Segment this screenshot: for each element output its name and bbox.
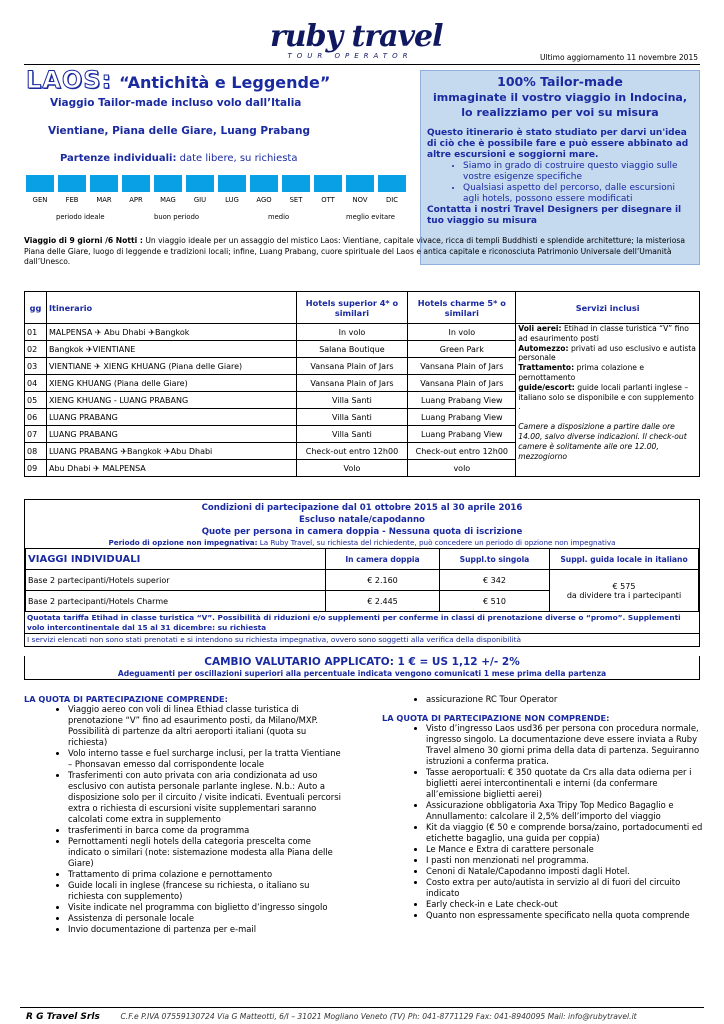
month-label: DIC: [386, 196, 398, 204]
itinerary-table: [24, 291, 700, 477]
month-bar: [184, 175, 216, 192]
price-row-label: Base 2 partecipanti/Hotels superior: [26, 570, 326, 591]
month-label: MAG: [160, 196, 176, 204]
month-bar: [120, 175, 152, 192]
tailor-bullets: [463, 161, 693, 205]
list-item: • Quanto non espressamente specificato nella quota comprende: [426, 910, 704, 921]
tailor-title: 100% Tailor-made: [497, 74, 623, 89]
month-bar-fill: [218, 175, 246, 192]
col-header: gg: [25, 292, 47, 324]
service-item: [518, 363, 697, 383]
list-item: • Visite indicate nel programma con biglietto d’ingresso singolo: [68, 902, 344, 913]
header-divider: [24, 64, 700, 65]
legend-avoid: meglio evitare: [346, 213, 395, 221]
month-bar: [152, 175, 184, 192]
month-bar-fill: [122, 175, 150, 192]
price-header: Suppl. guida locale in italiano: [550, 549, 699, 570]
service-item: [518, 344, 697, 364]
title-country: LAOS:: [26, 66, 113, 94]
intro-text: Un viaggio ideale per un assaggio del mistico Laos: Vientiane, capitale vivace, ricca di templi Buddhisti e splendide architetture; la misteriosa Piana delle Giare, luogo di leggende e tradizioni locali; infine, Luang Prabang, cuore spirituale del Laos e antica capitale e riconosciuta Patrimonio Universale dell’Umanità dall’Unesco.: [24, 236, 685, 266]
list-item: • Trattamento di prima colazione e pernottamento: [68, 869, 344, 880]
included-extra: • assicurazione RC Tour Operator: [426, 694, 704, 705]
itinerary-cell-sup: Volo: [296, 460, 408, 477]
itinerary-cell-gg: 09: [25, 460, 47, 477]
tariff-note: Quotata tariffa Etihad in classe turistica “V”. Possibilità di riduzioni e/o supplementi per conferme in classi di prenotazione diverse o “promo”. Supplementi volo intercontinentale dal 15 al 31 dicembre: su richiesta: [25, 612, 699, 634]
tailor-bullet: • Qualsiasi aspetto del percorso, dalle escursioni agli hotels, possono essere modificati: [463, 183, 693, 205]
conditions-quote: Quote per persona in camera doppia - Nessuna quota di iscrizione: [201, 527, 523, 537]
month-bar-fill: [154, 175, 182, 192]
list-item: • Volo interno tasse e fuel surcharge inclusi, per la tratta Vientiane – Phonsavan emesso dal corrispondente locale: [68, 748, 344, 770]
exchange-rate: [24, 656, 700, 680]
itinerary-cell-gg: 05: [25, 392, 47, 409]
tailor-line-2: lo realizziamo per voi su misura: [461, 106, 659, 119]
itinerary-cell-sup: Villa Santi: [296, 426, 408, 443]
month-label: LUG: [225, 196, 239, 204]
guide-supplement: [550, 570, 699, 612]
itinerary-cell-sup: Villa Santi: [296, 392, 408, 409]
included-services: [516, 324, 700, 477]
itinerary-cell-it: Bangkok ✈VIENTIANE: [46, 341, 296, 358]
list-item: • Early check-in e Late check-out: [426, 899, 704, 910]
itinerary-cell-sup: Villa Santi: [296, 409, 408, 426]
month-label: OTT: [321, 196, 335, 204]
tailor-line-1: immaginate il vostro viaggio in Indocina,: [432, 91, 688, 104]
itinerary-cell-gg: 07: [25, 426, 47, 443]
title-name: “Antichità e Leggende”: [119, 73, 331, 92]
itinerary-cell-it: Abu Dhabi ✈ MALPENSA: [46, 460, 296, 477]
list-item: • Cenoni di Natale/Capodanno imposti dagli Hotel.: [426, 866, 704, 877]
availability-note: I servizi elencati non sono stati prenotati e si intendono su richiesta impegnativa, ovvero sono soggetti alla verifica della disponibilità: [27, 635, 522, 644]
month-label: FEB: [65, 196, 79, 204]
itinerary-cell-cha: Luang Prabang View: [408, 392, 516, 409]
month-label: GIU: [193, 196, 207, 204]
month-label: NOV: [352, 196, 368, 204]
exchange-rate-note: Adeguamenti per oscillazioni superiori alla percentuale indicata vengono comunicati 1 mese prima della partenza: [117, 669, 607, 678]
service-text: Etihad in classe turistica “V” fino ad esaurimento posti: [518, 324, 689, 343]
month-bar-fill: [378, 175, 406, 192]
month-bar-fill: [314, 175, 342, 192]
col-header: Itinerario: [46, 292, 296, 324]
col-header: Servizi inclusi: [516, 292, 700, 324]
included-title: LA QUOTA DI PARTECIPAZIONE COMPRENDE:: [24, 694, 228, 704]
service-text: privati ad uso esclusivo e autista personale: [518, 343, 696, 363]
service-item: [518, 383, 697, 412]
table-row: [25, 324, 700, 341]
price-header: Suppl.to singola: [440, 549, 550, 570]
price-single: € 510: [440, 591, 550, 612]
itinerary-cell-gg: 02: [25, 341, 47, 358]
footer-address: C.F.e P.IVA 07559130724 Via G Matteotti, 6/I – 31021 Mogliano Veneto (TV) Ph: 041-8771129 Fax: 041-8940095 Mail: info@rubytravel.it: [120, 1012, 637, 1021]
list-item: • trasferimenti in barca come da programma: [68, 825, 344, 836]
itinerary-cell-it: XIENG KHUANG (Piana delle Giare): [46, 375, 296, 392]
month-label: APR: [129, 196, 143, 204]
page-title: [26, 66, 330, 94]
month-bar-fill: [186, 175, 214, 192]
itinerary-cell-sup: Vansana Plain of Jars: [296, 358, 408, 375]
room-times: Camere a disposizione a partire dalle ore 14.00, salvo diverse indicazioni. Il check-out camere è solitamente alle ore 12.00, mezzogiorno: [518, 422, 687, 461]
price-single: € 342: [440, 570, 550, 591]
itinerary-cell-cha: Green Park: [408, 341, 516, 358]
guide-price: € 575: [612, 581, 636, 591]
list-item: • Viaggio aereo con voli di linea Ethiad classe turistica di prenotazione “V” fino ad esaurimento posti, da Milano/MXP. Possibilità di partenze da altri aeroporti italiani (quota su richiesta): [68, 704, 344, 748]
month-bar: [344, 175, 376, 192]
route: Vientiane, Piana delle Giare, Luang Prabang: [48, 125, 310, 137]
option-period-label: Periodo di opzione non impegnativa:: [108, 538, 258, 547]
legend-ideal: periodo ideale: [56, 213, 105, 221]
itinerary-cell-cha: volo: [408, 460, 516, 477]
brand-logo: [270, 19, 443, 60]
month-bar: [312, 175, 344, 192]
conditions-title: Condizioni di partecipazione dal 01 ottobre 2015 al 30 aprile 2016: [201, 503, 523, 513]
month-bar: [88, 175, 120, 192]
brand-name: ruby travel: [270, 19, 443, 54]
list-item: • Visto d’ingresso Laos usd36 per persona con procedura normale, ingresso singolo. La documentazione deve essere inviata a Ruby Travel almeno 30 giorni prima della data di partenza. Seguiranno istruzioni a conferma pratica.: [426, 723, 704, 767]
month-bar-fill: [58, 175, 86, 192]
month-bar-fill: [282, 175, 310, 192]
subtitle: Viaggio Tailor-made incluso volo dall’Italia: [50, 97, 302, 109]
itinerary-cell-cha: In volo: [408, 324, 516, 341]
service-label: guide/escort:: [518, 382, 575, 392]
brand-tagline: TOUR OPERATOR: [287, 52, 413, 60]
price-row-label: Base 2 partecipanti/Hotels Charme: [26, 591, 326, 612]
list-item: • Pernottamenti negli hotels della categoria prescelta come indicato o similari (note: sistemazione modesta alla Piana delle Giare): [68, 836, 344, 869]
itinerary-cell-sup: Salana Boutique: [296, 341, 408, 358]
month-label: AGO: [256, 196, 272, 204]
price-header: In camera doppia: [326, 549, 440, 570]
itinerary-cell-gg: 03: [25, 358, 47, 375]
footer-divider: [20, 1007, 704, 1008]
itinerary-cell-gg: 04: [25, 375, 47, 392]
itinerary-cell-gg: 06: [25, 409, 47, 426]
price-double: € 2.445: [326, 591, 440, 612]
list-item: • Guide locali in inglese (francese su richiesta, o italiano su richiesta con supplemento): [68, 880, 344, 902]
departures-label: Partenze individuali:: [60, 153, 177, 164]
trip-intro: [24, 236, 700, 268]
month-calendar: [24, 175, 410, 204]
itinerary-cell-cha: Luang Prabang View: [408, 409, 516, 426]
itinerary-cell-sup: In volo: [296, 324, 408, 341]
conditions-section: [24, 499, 700, 647]
service-text: guide locali parlanti inglese – italiano solo se disponibile e con supplemento .: [518, 382, 694, 412]
month-bar: [216, 175, 248, 192]
price-double: € 2.160: [326, 570, 440, 591]
list-item: • Assistenza di personale locale: [68, 913, 344, 924]
guide-note: da dividere tra i partecipanti: [566, 590, 682, 600]
excluded-list: [426, 723, 704, 921]
tailor-contact: Contatta i nostri Travel Designers per disegnare il tuo viaggio su misura: [427, 205, 682, 226]
last-updated: Ultimo aggiornamento 11 novembre 2015: [540, 53, 698, 62]
month-bar-fill: [26, 175, 54, 192]
itinerary-cell-it: LUANG PRABANG: [46, 426, 296, 443]
list-item: • Le Mance e Extra di carattere personale: [426, 844, 704, 855]
list-item: • Kit da viaggio (€ 50 e comprende borsa/zaino, portadocumenti ed etichette bagaglio, una guida per coppia): [426, 822, 704, 844]
itinerary-cell-gg: 01: [25, 324, 47, 341]
service-label: Voli aerei:: [518, 324, 562, 333]
month-bar: [24, 175, 56, 192]
included-section: [24, 694, 344, 935]
itinerary-cell-it: LUANG PRABANG: [46, 409, 296, 426]
itinerary-cell-cha: Luang Prabang View: [408, 426, 516, 443]
month-bar: [56, 175, 88, 192]
month-bar-fill: [250, 175, 278, 192]
option-period-text: La Ruby Travel, su richiesta del richiedente, può concedere un periodo di opzione non impegnativa: [257, 538, 616, 547]
month-bar: [280, 175, 312, 192]
tailor-bullet: • Siamo in grado di costruire questo viaggio sulle vostre esigenze specifiche: [463, 161, 693, 183]
service-item: [518, 324, 697, 344]
option-period: [25, 538, 699, 548]
list-item: • Costo extra per auto/autista in servizio al di fuori del circuito indicato: [426, 877, 704, 899]
itinerary-cell-it: MALPENSA ✈ Abu Dhabi ✈Bangkok: [46, 324, 296, 341]
col-header: Hotels superior 4* o similari: [296, 292, 408, 324]
itinerary-cell-it: LUANG PRABANG ✈Bangkok ✈Abu Dhabi: [46, 443, 296, 460]
itinerary-cell-it: VIENTIANE ✈ XIENG KHUANG (Piana delle Giare): [46, 358, 296, 375]
list-item: • Trasferimenti con auto privata con aria condizionata ad uso esclusivo con autista personale parlante inglese. N.b.: Auto a disposizione solo per il circuito / visite indicati. Eventuali percorsi extra o richiesta di escursioni visite supplementari saranno calcolati come extra in supplemento: [68, 770, 344, 825]
footer: [26, 1011, 637, 1022]
excluded-title: LA QUOTA DI PARTECIPAZIONE NON COMPRENDE:: [382, 713, 610, 723]
service-text: prima colazione e pernottamento: [518, 363, 645, 382]
list-item: • I pasti non menzionati nel programma.: [426, 855, 704, 866]
month-label: MAR: [96, 196, 112, 204]
conditions-exclusion: Escluso natale/capodanno: [299, 515, 425, 525]
tailor-intro: Questo itinerario è stato studiato per darvi un'idea di ciò che è possibile fare e può essere abbinato ad altre escursioni e soggiorni mare.: [427, 128, 689, 160]
list-item: • Assicurazione obbligatoria Axa Tripy Top Medico Bagaglio e Annullamento: calcolare il 2,5% dell’importo del viaggio: [426, 800, 704, 822]
month-bar-fill: [346, 175, 374, 192]
list-item: • Tasse aeroportuali: € 350 quotate da Crs alla data odierna per i biglietti aerei intercontinentali e interni (da confermare all’emissione biglietti aerei): [426, 767, 704, 800]
month-label: GEN: [32, 196, 48, 204]
tailor-body: [427, 128, 693, 227]
price-table-title: VIAGGI INDIVIDUALI: [26, 549, 326, 570]
list-item: • Invio documentazione di partenza per e-mail: [68, 924, 344, 935]
service-label: Automezzo:: [518, 343, 569, 353]
footer-company: R G Travel Srls: [26, 1012, 100, 1022]
itinerary-cell-cha: Vansana Plain of Jars: [408, 358, 516, 375]
itinerary-cell-it: XIENG KHUANG - LUANG PRABANG: [46, 392, 296, 409]
itinerary-cell-gg: 08: [25, 443, 47, 460]
itinerary-cell-cha: Check-out entro 12h00: [408, 443, 516, 460]
service-label: Trattamento:: [518, 363, 575, 373]
departures-value: date libere, su richiesta: [179, 153, 298, 164]
month-label: SET: [289, 196, 303, 204]
included-list: [68, 704, 344, 935]
month-bar: [376, 175, 408, 192]
itinerary-cell-cha: Vansana Plain of Jars: [408, 375, 516, 392]
month-bar: [248, 175, 280, 192]
price-table: [25, 548, 699, 612]
excluded-section: [382, 694, 704, 921]
departures: [60, 153, 297, 164]
intro-lead: Viaggio di 9 giorni /6 Notti :: [24, 236, 143, 245]
exchange-rate-value: CAMBIO VALUTARIO APPLICATO: 1 € = US 1,12 +/- 2%: [204, 656, 520, 668]
included-extra-list: [426, 694, 704, 705]
legend-good: buon periodo: [154, 213, 200, 221]
month-bar-fill: [90, 175, 118, 192]
itinerary-cell-sup: Check-out entro 12h00: [296, 443, 408, 460]
col-header: Hotels charme 5* o similari: [408, 292, 516, 324]
itinerary-cell-sup: Vansana Plain of Jars: [296, 375, 408, 392]
legend-medium: medio: [268, 213, 290, 221]
